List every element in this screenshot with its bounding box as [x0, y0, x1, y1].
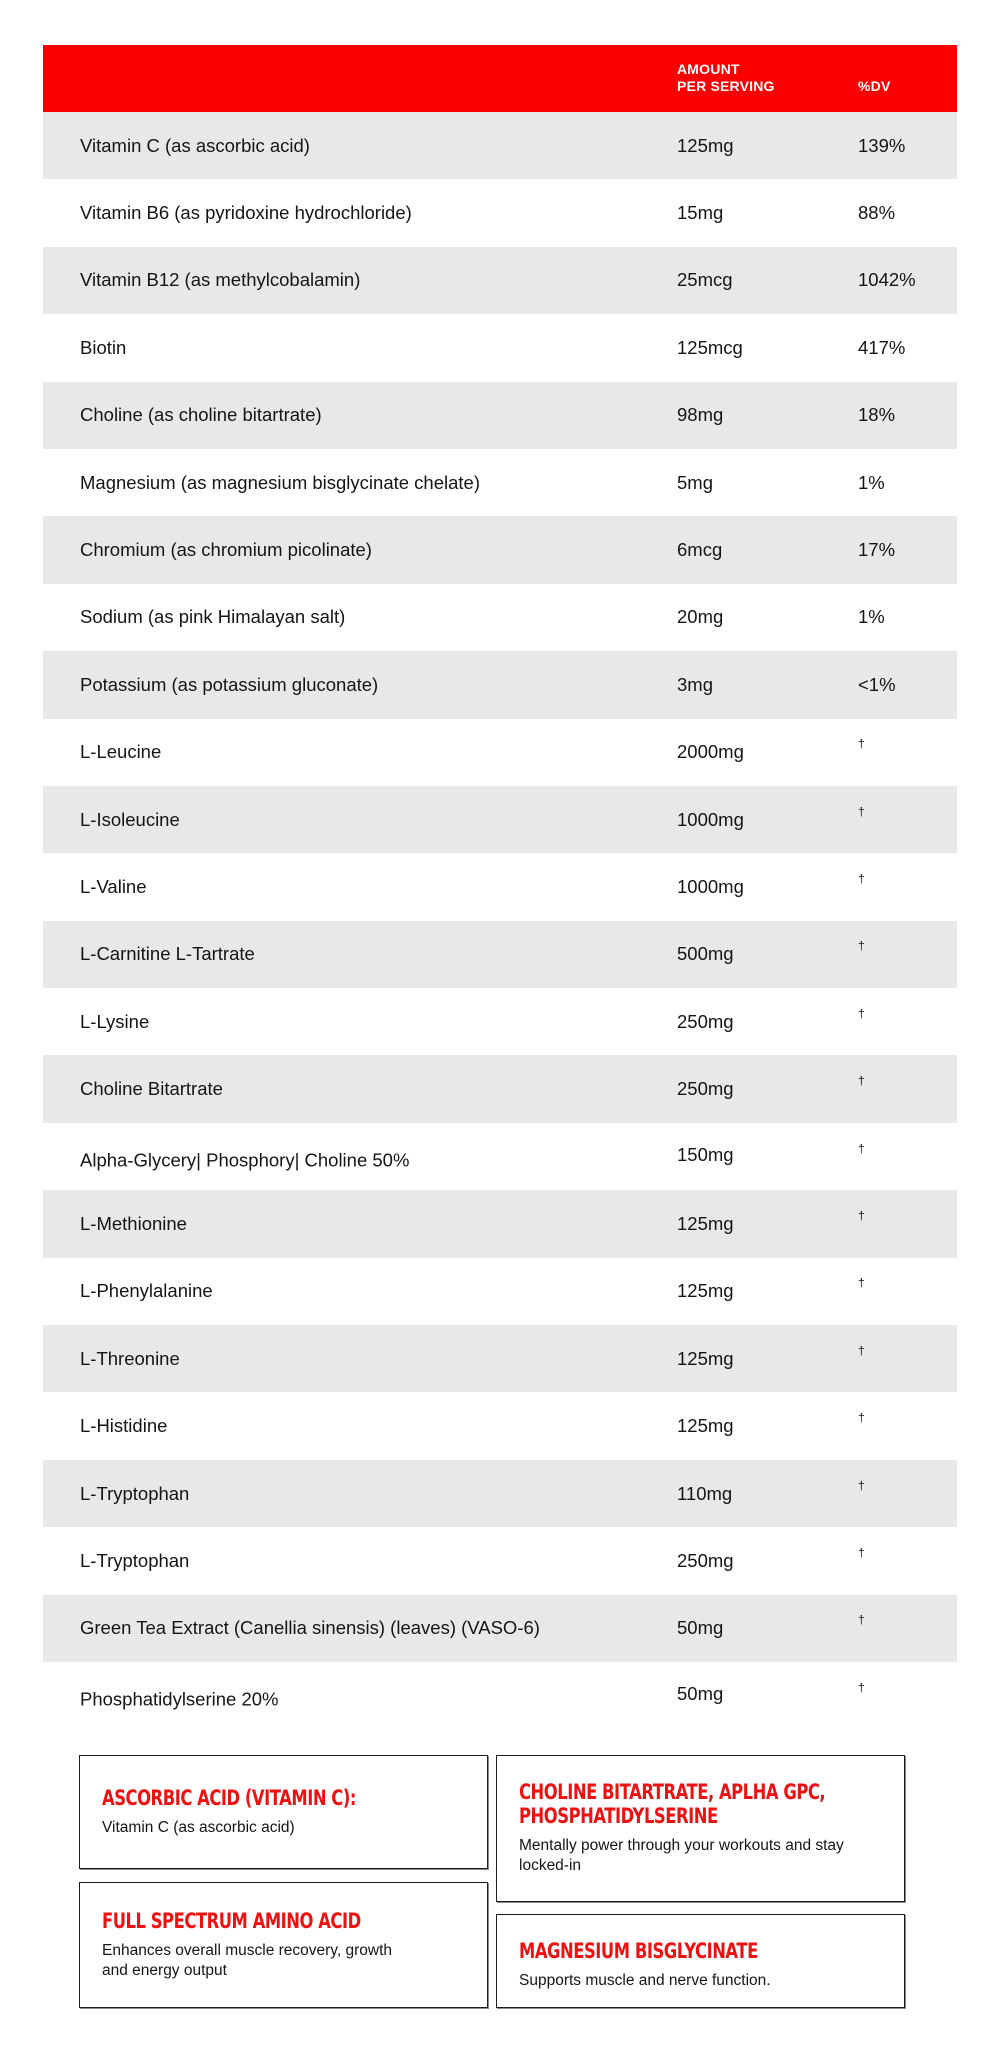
card-body: Vitamin C (as ascorbic acid): [102, 1819, 295, 1836]
nutrient-daily-value: †: [858, 1680, 865, 1695]
card-title: ASCORBIC ACID (VITAMIN C):: [102, 1786, 356, 1810]
header-amount-per-serving: [677, 61, 837, 95]
table-row: [43, 382, 957, 449]
nutrient-name: Choline Bitartrate: [80, 1078, 223, 1100]
table-row: [43, 1460, 957, 1527]
nutrient-name: Vitamin B6 (as pyridoxine hydrochloride): [80, 202, 412, 224]
nutrient-name: Alpha-Glycery| Phosphory| Choline 50%: [80, 1148, 410, 1170]
info-card-ascorbic-acid: [79, 1755, 488, 1869]
nutrient-name: L-Phenylalanine: [80, 1280, 213, 1302]
nutrient-name: Vitamin B12 (as methylcobalamin): [80, 269, 361, 291]
nutrient-amount: 250mg: [677, 1010, 734, 1032]
nutrient-amount: 150mg: [677, 1143, 734, 1165]
nutrient-daily-value: †: [858, 938, 865, 953]
nutrient-amount: 250mg: [677, 1078, 734, 1100]
header-amount-line1: AMOUNT: [677, 61, 740, 77]
table-body: [43, 112, 957, 1729]
nutrient-amount: 125mcg: [677, 336, 743, 358]
nutrient-amount: 2000mg: [677, 741, 744, 763]
nutrient-amount: 25mcg: [677, 269, 733, 291]
nutrient-name: Phosphatidylserine 20%: [80, 1687, 279, 1709]
nutrient-daily-value: 1%: [858, 606, 885, 628]
nutrient-daily-value: 18%: [858, 404, 896, 426]
table-row: [43, 314, 957, 381]
card-title-line2: PHOSPHATIDYLSERINE: [519, 1804, 718, 1828]
table-row: [43, 988, 957, 1055]
nutrient-amount: 6mcg: [677, 539, 723, 561]
nutrient-name: L-Tryptophan: [80, 1482, 190, 1504]
table-row: [43, 1055, 957, 1122]
nutrient-daily-value: †: [858, 804, 865, 819]
nutrient-amount: 5mg: [677, 471, 713, 493]
nutrient-name: Chromium (as chromium picolinate): [80, 539, 372, 561]
card-body: Supports muscle and nerve function.: [519, 1972, 771, 1989]
nutrient-amount: 110mg: [677, 1482, 733, 1504]
nutrient-amount: 15mg: [677, 202, 724, 224]
nutrient-name: L-Leucine: [80, 741, 162, 763]
table-row: [43, 1123, 957, 1190]
table-header: [43, 45, 957, 112]
table-row: [43, 112, 957, 179]
nutrient-amount: 125mg: [677, 1347, 734, 1369]
table-row: [43, 1258, 957, 1325]
card-body: Enhances overall muscle recovery, growth and energy output: [102, 1942, 393, 1979]
info-card-choline: [496, 1755, 905, 1902]
nutrient-amount: 98mg: [677, 404, 724, 426]
table-row: [43, 786, 957, 853]
nutrient-amount: 125mg: [677, 1212, 734, 1234]
nutrient-amount: 250mg: [677, 1549, 734, 1571]
table-row: [43, 1595, 957, 1662]
nutrient-name: Biotin: [80, 336, 127, 358]
table-row: [43, 1190, 957, 1257]
supplement-facts-table: [43, 45, 957, 1729]
card-title-line1: CHOLINE BITARTRATE, APLHA GPC,: [519, 1780, 826, 1804]
info-card-amino-acid: [79, 1882, 488, 2008]
nutrient-daily-value: †: [858, 736, 865, 751]
nutrient-daily-value: †: [858, 1612, 865, 1627]
nutrient-amount: 50mg: [677, 1617, 724, 1639]
nutrient-daily-value: 17%: [858, 539, 896, 561]
nutrient-amount: 125mg: [677, 1415, 734, 1437]
nutrient-name: L-Isoleucine: [80, 808, 180, 830]
table-row: [43, 584, 957, 651]
table-row: [43, 247, 957, 314]
nutrient-daily-value: 1042%: [858, 269, 916, 291]
table-row: [43, 1527, 957, 1594]
nutrient-daily-value: †: [858, 1410, 865, 1425]
nutrient-daily-value: †: [858, 1478, 865, 1493]
nutrient-amount: 20mg: [677, 606, 724, 628]
nutrient-daily-value: 139%: [858, 134, 906, 156]
nutrient-name: Sodium (as pink Himalayan salt): [80, 606, 346, 628]
nutrient-amount: 1000mg: [677, 808, 744, 830]
nutrient-daily-value: 1%: [858, 471, 885, 493]
nutrient-name: L-Carnitine L-Tartrate: [80, 943, 255, 965]
nutrient-daily-value: †: [858, 1073, 865, 1088]
card-title: MAGNESIUM BISGLYCINATE: [519, 1939, 758, 1963]
nutrient-name: Potassium (as potassium gluconate): [80, 673, 379, 695]
nutrient-daily-value: †: [858, 871, 865, 886]
nutrient-daily-value: †: [858, 1343, 865, 1358]
nutrient-name: Green Tea Extract (Canellia sinensis) (leaves) (VASO-6): [80, 1617, 540, 1639]
table-row: [43, 1392, 957, 1459]
nutrient-daily-value: †: [858, 1545, 865, 1560]
table-row: [43, 1662, 957, 1729]
nutrient-amount: 125mg: [677, 1280, 734, 1302]
nutrient-daily-value: 417%: [858, 336, 906, 358]
nutrient-daily-value: †: [858, 1208, 865, 1223]
nutrient-name: L-Valine: [80, 875, 147, 897]
nutrient-name: Vitamin C (as ascorbic acid): [80, 134, 310, 156]
nutrient-daily-value: †: [858, 1006, 865, 1021]
nutrient-name: L-Histidine: [80, 1415, 168, 1437]
header-daily-value: %DV: [858, 78, 891, 94]
nutrient-daily-value: †: [858, 1141, 865, 1156]
nutrient-name: Magnesium (as magnesium bisglycinate chelate): [80, 471, 480, 493]
nutrient-name: L-Methionine: [80, 1212, 187, 1234]
card-title: FULL SPECTRUM AMINO ACID: [102, 1909, 361, 1933]
nutrient-name: L-Tryptophan: [80, 1549, 190, 1571]
nutrient-amount: 3mg: [677, 673, 713, 695]
table-row: [43, 651, 957, 718]
table-row: [43, 449, 957, 516]
nutrient-amount: 500mg: [677, 943, 734, 965]
table-row: [43, 179, 957, 246]
nutrient-name: Choline (as choline bitartrate): [80, 404, 322, 426]
nutrient-daily-value: 88%: [858, 202, 896, 224]
table-row: [43, 853, 957, 920]
nutrient-daily-value: †: [858, 1275, 865, 1290]
nutrient-daily-value: <1%: [858, 673, 896, 695]
nutrient-amount: 125mg: [677, 134, 734, 156]
nutrient-amount: 1000mg: [677, 875, 744, 897]
card-body: Mentally power through your workouts and stay locked-in: [519, 1837, 844, 1874]
header-amount-line2: PER SERVING: [677, 78, 775, 94]
table-row: [43, 719, 957, 786]
table-row: [43, 516, 957, 583]
table-row: [43, 921, 957, 988]
table-row: [43, 1325, 957, 1392]
nutrient-amount: 50mg: [677, 1682, 724, 1704]
info-card-magnesium: [496, 1914, 905, 2008]
nutrient-name: L-Threonine: [80, 1347, 180, 1369]
nutrient-name: L-Lysine: [80, 1010, 150, 1032]
